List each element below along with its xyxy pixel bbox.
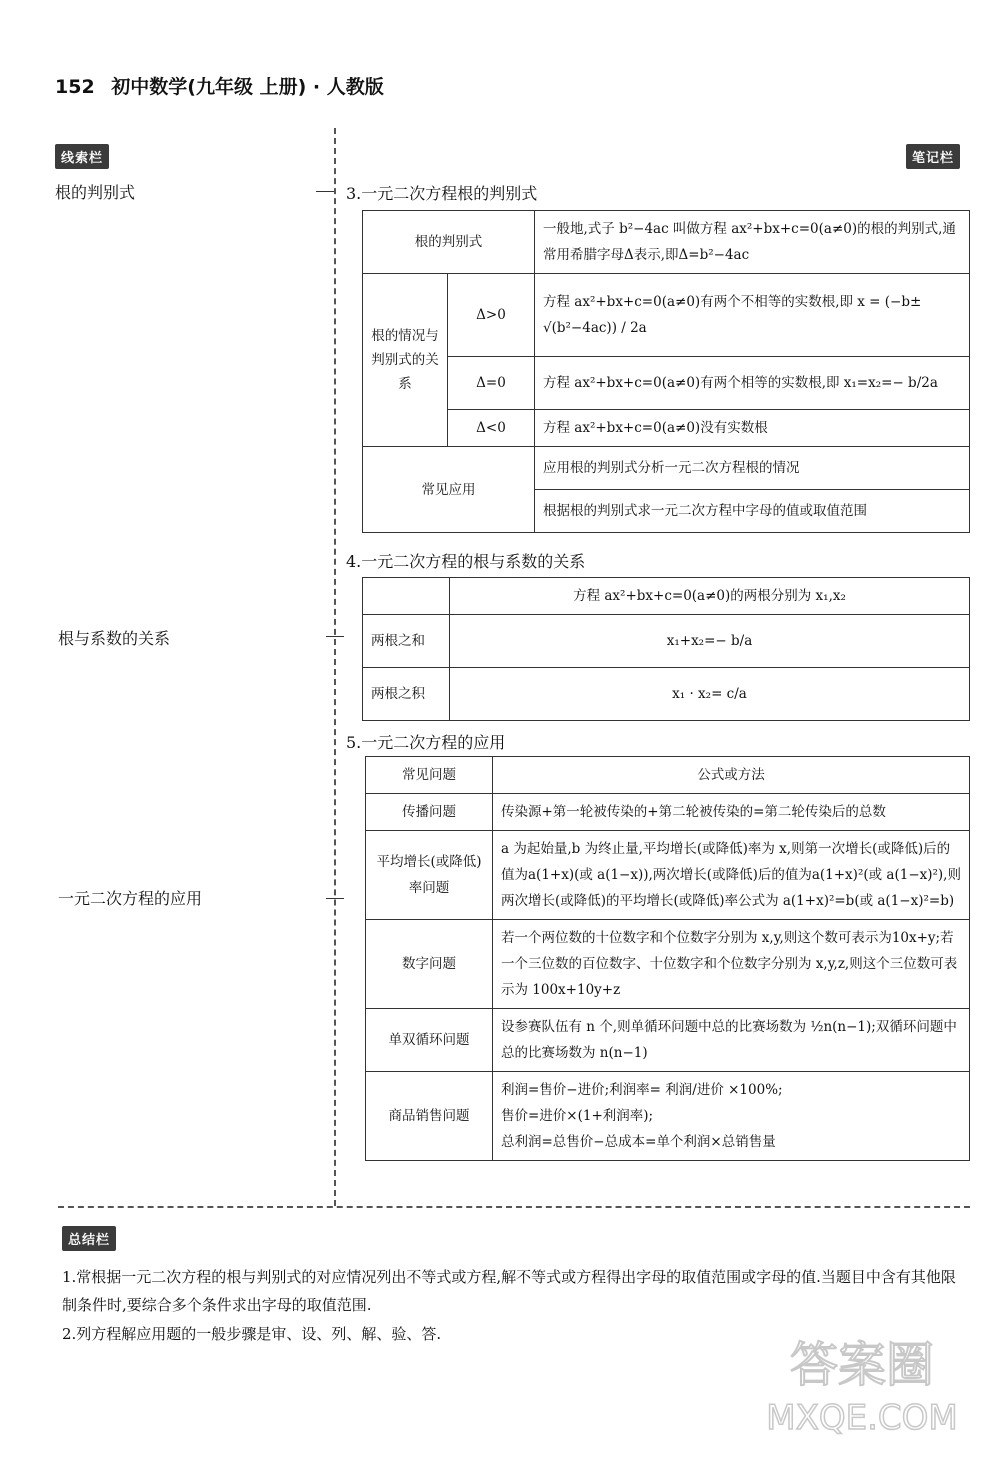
table-cell: 商品销售问题	[366, 1072, 493, 1161]
table-cell: 两根之积	[363, 668, 450, 721]
table-cell: 设参赛队伍有 n 个,则单循环问题中总的比赛场数为 ½n(n−1);双循环问题中总的比赛场数为 n(n−1)	[493, 1009, 970, 1072]
summary-column-tag: 总结栏	[62, 1226, 116, 1251]
table-row	[363, 447, 970, 490]
table-header-cell: 常见问题	[366, 757, 493, 794]
table-cell: Δ>0	[448, 274, 535, 357]
table-cell: 方程 ax²+bx+c=0(a≠0)有两个相等的实数根,即 x₁=x₂=− b/2a	[535, 357, 970, 410]
table-row	[363, 274, 970, 357]
summary-divider	[58, 1206, 970, 1208]
divider-tick	[326, 898, 344, 899]
side-label-vieta: 根与系数的关系	[58, 629, 171, 648]
table-cell: 常见应用	[363, 447, 535, 533]
formula-line: 总利润=总售价−总成本=单个利润×总销售量	[501, 1134, 776, 1150]
table-row	[363, 578, 970, 615]
table-cell: 根据根的判别式求一元二次方程中字母的值或取值范围	[535, 490, 970, 533]
table-row	[363, 410, 970, 447]
table-row	[363, 211, 970, 274]
table-row	[366, 1009, 970, 1072]
table-row	[366, 920, 970, 1009]
table-row	[366, 831, 970, 920]
table-cell: Δ<0	[448, 410, 535, 447]
clue-column-tag: 线索栏	[55, 144, 109, 169]
table-cell: x₁ · x₂= c/a	[450, 668, 970, 721]
table-cell: 一般地,式子 b²−4ac 叫做方程 ax²+bx+c=0(a≠0)的根的判别式,通常用希腊字母Δ表示,即Δ=b²−4ac	[535, 211, 970, 274]
formula-line: 售价=进价×(1+利润率);	[501, 1108, 654, 1124]
watermark-logo	[752, 1321, 972, 1441]
side-label-application: 一元二次方程的应用	[58, 889, 203, 908]
section3-heading: 3.一元二次方程根的判别式	[346, 184, 538, 203]
table-cell: 传染源+第一轮被传染的+第二轮被传染的=第二轮传染后的总数	[493, 794, 970, 831]
book-title: 初中数学(九年级 上册) · 人教版	[111, 76, 384, 98]
summary-item: 1.常根据一元二次方程的根与判别式的对应情况列出不等式或方程,解不等式或方程得出字母的取值范围或字母的值.当题目中含有其他限制条件时,要综合多个条件求出字母的取值范围.	[62, 1268, 956, 1314]
table-cell: x₁+x₂=− b/a	[450, 615, 970, 668]
notes-column-tag: 笔记栏	[906, 144, 960, 169]
column-divider	[334, 128, 336, 1206]
summary-item: 2.列方程解应用题的一般步骤是审、设、列、解、验、答.	[62, 1325, 442, 1343]
table-cell: 平均增长(或降低)率问题	[366, 831, 493, 920]
discriminant-table	[362, 210, 970, 533]
divider-tick	[326, 636, 344, 637]
table-row	[363, 668, 970, 721]
table-cell: 若一个两位数的十位数字和个位数字分别为 x,y,则这个数可表示为10x+y;若一个三位数的百位数字、十位数字和个位数字分别为 x,y,z,则这个三位数可表示为 100x+10y+z	[493, 920, 970, 1009]
table-header-cell: 公式或方法	[493, 757, 970, 794]
table-cell: 根的情况与判别式的关系	[363, 274, 448, 447]
table-cell: 两根之和	[363, 615, 450, 668]
table-row	[363, 357, 970, 410]
table-cell: 应用根的判别式分析一元二次方程根的情况	[535, 447, 970, 490]
section5-heading: 5.一元二次方程的应用	[346, 733, 506, 752]
vieta-table	[362, 577, 970, 721]
formula-line: 利润=售价−进价;利润率= 利润/进价 ×100%;	[501, 1082, 783, 1098]
section4-heading: 4.一元二次方程的根与系数的关系	[346, 552, 586, 571]
application-table	[365, 756, 970, 1161]
watermark-url: MXQE.COM	[766, 1398, 958, 1438]
table-cell: 单双循环问题	[366, 1009, 493, 1072]
table-cell: 方程 ax²+bx+c=0(a≠0)没有实数根	[535, 410, 970, 447]
side-label-discriminant: 根的判别式	[55, 183, 136, 202]
table-cell: 方程 ax²+bx+c=0(a≠0)有两个不相等的实数根,即 x = (−b± √(b²−4ac)) / 2a	[535, 274, 970, 357]
table-row	[366, 757, 970, 794]
table-row	[366, 1072, 970, 1161]
table-cell: Δ=0	[448, 357, 535, 410]
table-cell	[493, 1072, 970, 1161]
table-cell: 传播问题	[366, 794, 493, 831]
table-cell	[363, 578, 450, 615]
divider-tick	[316, 191, 334, 192]
table-cell: 方程 ax²+bx+c=0(a≠0)的两根分别为 x₁,x₂	[450, 578, 970, 615]
page-number: 152	[55, 76, 95, 98]
table-cell: 数字问题	[366, 920, 493, 1009]
table-row	[366, 794, 970, 831]
watermark-title: 答案圈	[789, 1337, 935, 1393]
page-header	[55, 72, 384, 99]
table-row	[363, 615, 970, 668]
table-cell: a 为起始量,b 为终止量,平均增长(或降低)率为 x,则第一次增长(或降低)后的值为a(1+x)(或 a(1−x)),两次增长(或降低)后的值为a(1+x)²(或 a(1−x)²),则两次增长(或降低)的平均增长(或降低)率公式为 a(1+x)²=b(或 a(1−x)²=b)	[493, 831, 970, 920]
table-cell: 根的判别式	[363, 211, 535, 274]
